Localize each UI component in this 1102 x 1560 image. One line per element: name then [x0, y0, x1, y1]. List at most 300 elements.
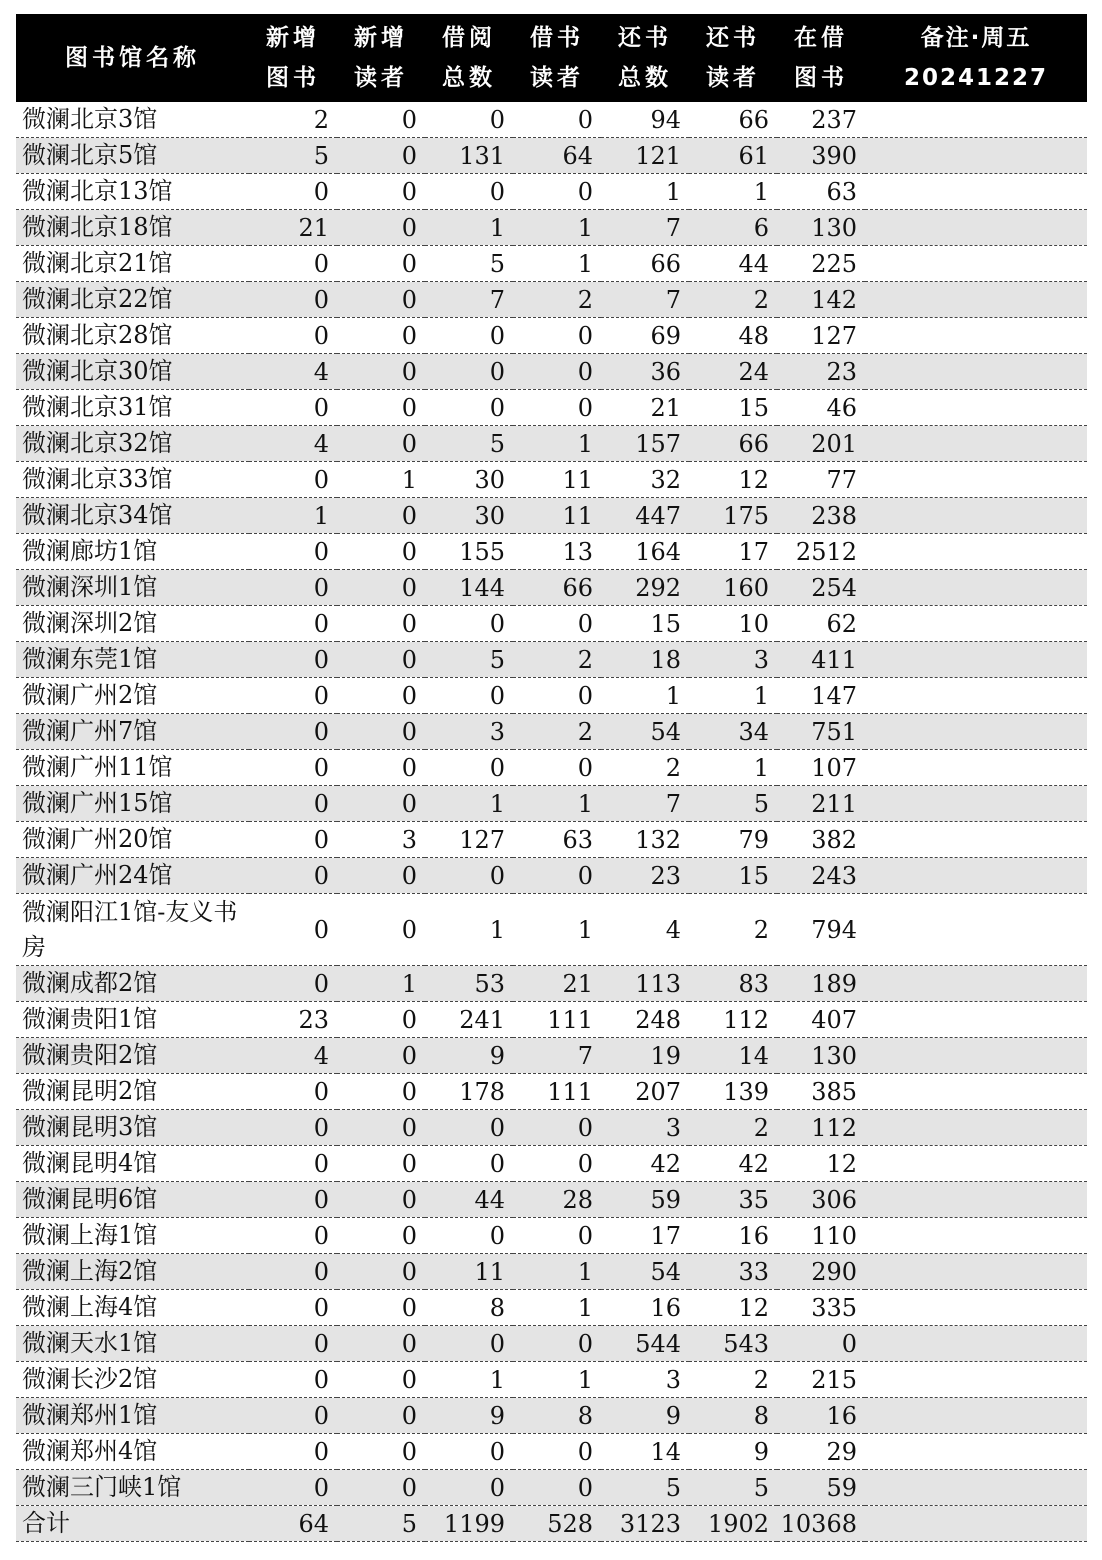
cell-returning-readers: 10	[689, 606, 777, 642]
cell-library-name: 微澜广州2馆	[16, 678, 249, 714]
cell-borrowing-readers: 2	[513, 282, 601, 318]
total-row	[16, 1506, 1087, 1542]
cell-library-name: 微澜广州7馆	[16, 714, 249, 750]
cell-new-books: 0	[249, 858, 337, 894]
table-row	[16, 1290, 1087, 1326]
cell-total-borrows: 8	[425, 1290, 513, 1326]
cell-remarks	[865, 570, 1087, 606]
cell-library-name: 微澜广州24馆	[16, 858, 249, 894]
cell-books-on-loan: 243	[777, 858, 865, 894]
cell-books-on-loan: 382	[777, 822, 865, 858]
cell-new-readers: 0	[337, 1362, 425, 1398]
cell-new-readers: 0	[337, 1398, 425, 1434]
cell-borrowing-readers: 1	[513, 1362, 601, 1398]
cell-books-on-loan: 2512	[777, 534, 865, 570]
cell-books-on-loan: 306	[777, 1182, 865, 1218]
cell-total-returns: 18	[601, 642, 689, 678]
table-header	[16, 14, 1087, 102]
cell-returning-readers: 8	[689, 1398, 777, 1434]
cell-books-on-loan: 59	[777, 1470, 865, 1506]
cell-total-borrows: 0	[425, 1218, 513, 1254]
header-remarks-date: 备注·周五 20241227	[903, 25, 1049, 91]
cell-new-readers: 0	[337, 210, 425, 246]
cell-books-on-loan: 130	[777, 1038, 865, 1074]
cell-library-name: 微澜贵阳1馆	[16, 1002, 249, 1038]
cell-total-borrows: 5	[425, 642, 513, 678]
cell-new-books: 0	[249, 894, 337, 966]
cell-remarks	[865, 426, 1087, 462]
cell-total-returns: 1	[601, 678, 689, 714]
cell-new-books: 0	[249, 750, 337, 786]
cell-remarks	[865, 174, 1087, 210]
cell-returning-readers: 2	[689, 894, 777, 966]
cell-books-on-loan: 211	[777, 786, 865, 822]
cell-new-books: 21	[249, 210, 337, 246]
cell-library-name: 微澜三门峡1馆	[16, 1470, 249, 1506]
cell-new-readers: 0	[337, 750, 425, 786]
cell-total-returns: 113	[601, 966, 689, 1002]
table-row	[16, 1326, 1087, 1362]
table-row	[16, 102, 1087, 138]
cell-total-returns: 292	[601, 570, 689, 606]
cell-new-readers: 0	[337, 1146, 425, 1182]
cell-new-readers: 0	[337, 642, 425, 678]
cell-new-books: 4	[249, 426, 337, 462]
cell-new-readers: 0	[337, 570, 425, 606]
cell-remarks	[865, 462, 1087, 498]
cell-total-returns: 132	[601, 822, 689, 858]
cell-library-name: 微澜东莞1馆	[16, 642, 249, 678]
cell-returning-readers: 1	[689, 750, 777, 786]
cell-total-borrows: 0	[425, 1146, 513, 1182]
cell-books-on-loan: 238	[777, 498, 865, 534]
cell-returning-readers: 2	[689, 1110, 777, 1146]
cell-total-borrows: 9	[425, 1038, 513, 1074]
cell-borrowing-readers: 0	[513, 1470, 601, 1506]
cell-new-readers: 0	[337, 1254, 425, 1290]
cell-total-borrows: 0	[425, 318, 513, 354]
cell-total-returns: 4	[601, 894, 689, 966]
cell-borrowing-readers: 66	[513, 570, 601, 606]
cell-total-borrows: 0	[425, 1470, 513, 1506]
table-body	[16, 102, 1087, 1542]
cell-new-books: 0	[249, 714, 337, 750]
cell-library-name: 微澜北京34馆	[16, 498, 249, 534]
cell-total-returns: 42	[601, 1146, 689, 1182]
cell-total-borrows: 30	[425, 462, 513, 498]
cell-remarks	[865, 678, 1087, 714]
cell-new-books: 64	[249, 1506, 337, 1542]
cell-total-returns: 69	[601, 318, 689, 354]
cell-total-borrows: 1	[425, 1362, 513, 1398]
cell-remarks	[865, 642, 1087, 678]
cell-new-books: 2	[249, 102, 337, 138]
cell-books-on-loan: 62	[777, 606, 865, 642]
cell-borrowing-readers: 63	[513, 822, 601, 858]
cell-total-returns: 9	[601, 1398, 689, 1434]
cell-remarks	[865, 1470, 1087, 1506]
table-row	[16, 1074, 1087, 1110]
cell-new-books: 1	[249, 498, 337, 534]
cell-total-borrows: 0	[425, 678, 513, 714]
cell-total-returns: 54	[601, 1254, 689, 1290]
cell-borrowing-readers: 0	[513, 102, 601, 138]
cell-total-returns: 21	[601, 390, 689, 426]
cell-new-books: 0	[249, 174, 337, 210]
cell-new-readers: 3	[337, 822, 425, 858]
cell-total-returns: 54	[601, 714, 689, 750]
cell-remarks	[865, 606, 1087, 642]
cell-borrowing-readers: 0	[513, 858, 601, 894]
cell-new-books: 0	[249, 1434, 337, 1470]
header-total-returns: 还书 总数	[618, 25, 672, 91]
cell-library-name: 微澜阳江1馆-友义书房	[16, 894, 249, 966]
cell-total-returns: 207	[601, 1074, 689, 1110]
cell-new-readers: 5	[337, 1506, 425, 1542]
cell-new-readers: 0	[337, 1038, 425, 1074]
table-row	[16, 1470, 1087, 1506]
cell-total-borrows: 53	[425, 966, 513, 1002]
cell-library-name: 微澜上海2馆	[16, 1254, 249, 1290]
cell-library-name: 微澜郑州1馆	[16, 1398, 249, 1434]
cell-remarks	[865, 534, 1087, 570]
cell-books-on-loan: 215	[777, 1362, 865, 1398]
cell-books-on-loan: 46	[777, 390, 865, 426]
cell-new-books: 0	[249, 570, 337, 606]
cell-total-returns: 7	[601, 210, 689, 246]
cell-remarks	[865, 210, 1087, 246]
cell-returning-readers: 3	[689, 642, 777, 678]
cell-borrowing-readers: 0	[513, 1110, 601, 1146]
cell-total-borrows: 0	[425, 606, 513, 642]
table-row	[16, 246, 1087, 282]
cell-returning-readers: 15	[689, 858, 777, 894]
cell-returning-readers: 83	[689, 966, 777, 1002]
cell-borrowing-readers: 1	[513, 1290, 601, 1326]
cell-library-name: 微澜北京21馆	[16, 246, 249, 282]
table-row	[16, 750, 1087, 786]
cell-total-returns: 15	[601, 606, 689, 642]
cell-borrowing-readers: 21	[513, 966, 601, 1002]
cell-returning-readers: 33	[689, 1254, 777, 1290]
library-stats-table	[16, 14, 1087, 1542]
cell-new-readers: 0	[337, 1002, 425, 1038]
cell-new-books: 23	[249, 1002, 337, 1038]
cell-library-name: 合计	[16, 1506, 249, 1542]
header-total-borrows: 借阅 总数	[442, 25, 496, 91]
header-library-name: 图书馆名称	[65, 45, 200, 71]
cell-remarks	[865, 138, 1087, 174]
cell-new-books: 0	[249, 642, 337, 678]
table-row	[16, 534, 1087, 570]
table-row	[16, 714, 1087, 750]
cell-new-readers: 0	[337, 174, 425, 210]
cell-borrowing-readers: 1	[513, 1254, 601, 1290]
cell-total-returns: 32	[601, 462, 689, 498]
cell-books-on-loan: 290	[777, 1254, 865, 1290]
cell-total-borrows: 0	[425, 390, 513, 426]
cell-books-on-loan: 130	[777, 210, 865, 246]
cell-total-returns: 121	[601, 138, 689, 174]
table-row	[16, 570, 1087, 606]
cell-books-on-loan: 110	[777, 1218, 865, 1254]
cell-total-borrows: 0	[425, 174, 513, 210]
cell-returning-readers: 139	[689, 1074, 777, 1110]
cell-remarks	[865, 1182, 1087, 1218]
cell-total-borrows: 30	[425, 498, 513, 534]
cell-total-borrows: 0	[425, 1434, 513, 1470]
cell-total-borrows: 1	[425, 210, 513, 246]
cell-returning-readers: 34	[689, 714, 777, 750]
cell-new-books: 5	[249, 138, 337, 174]
cell-total-returns: 7	[601, 786, 689, 822]
cell-total-borrows: 44	[425, 1182, 513, 1218]
cell-new-readers: 0	[337, 318, 425, 354]
cell-new-readers: 0	[337, 1074, 425, 1110]
library-stats-sheet	[16, 14, 1087, 1542]
table-row	[16, 1362, 1087, 1398]
cell-borrowing-readers: 0	[513, 354, 601, 390]
cell-books-on-loan: 77	[777, 462, 865, 498]
cell-total-borrows: 5	[425, 246, 513, 282]
cell-library-name: 微澜北京28馆	[16, 318, 249, 354]
table-row	[16, 786, 1087, 822]
cell-new-readers: 0	[337, 138, 425, 174]
cell-remarks	[865, 390, 1087, 426]
cell-new-books: 4	[249, 354, 337, 390]
cell-borrowing-readers: 2	[513, 714, 601, 750]
cell-returning-readers: 79	[689, 822, 777, 858]
cell-returning-readers: 24	[689, 354, 777, 390]
table-row	[16, 138, 1087, 174]
cell-library-name: 微澜北京13馆	[16, 174, 249, 210]
cell-new-readers: 0	[337, 246, 425, 282]
cell-books-on-loan: 385	[777, 1074, 865, 1110]
cell-library-name: 微澜昆明4馆	[16, 1146, 249, 1182]
cell-total-returns: 164	[601, 534, 689, 570]
cell-library-name: 微澜北京22馆	[16, 282, 249, 318]
cell-library-name: 微澜广州15馆	[16, 786, 249, 822]
cell-total-returns: 17	[601, 1218, 689, 1254]
cell-new-books: 0	[249, 966, 337, 1002]
table-row	[16, 426, 1087, 462]
cell-borrowing-readers: 11	[513, 462, 601, 498]
cell-new-books: 0	[249, 1254, 337, 1290]
cell-total-borrows: 7	[425, 282, 513, 318]
cell-returning-readers: 2	[689, 282, 777, 318]
cell-borrowing-readers: 64	[513, 138, 601, 174]
cell-new-readers: 0	[337, 102, 425, 138]
cell-new-books: 0	[249, 1110, 337, 1146]
cell-books-on-loan: 63	[777, 174, 865, 210]
cell-new-books: 0	[249, 390, 337, 426]
cell-returning-readers: 66	[689, 426, 777, 462]
table-row	[16, 1254, 1087, 1290]
cell-returning-readers: 1902	[689, 1506, 777, 1542]
cell-library-name: 微澜郑州4馆	[16, 1434, 249, 1470]
cell-total-returns: 1	[601, 174, 689, 210]
cell-library-name: 微澜北京30馆	[16, 354, 249, 390]
cell-new-books: 0	[249, 606, 337, 642]
cell-returning-readers: 48	[689, 318, 777, 354]
cell-library-name: 微澜深圳2馆	[16, 606, 249, 642]
cell-total-borrows: 127	[425, 822, 513, 858]
header-borrowing-readers: 借书 读者	[530, 25, 584, 91]
cell-total-borrows: 131	[425, 138, 513, 174]
cell-total-borrows: 0	[425, 354, 513, 390]
table-row	[16, 1434, 1087, 1470]
cell-returning-readers: 15	[689, 390, 777, 426]
cell-total-borrows: 1199	[425, 1506, 513, 1542]
cell-new-books: 0	[249, 678, 337, 714]
cell-borrowing-readers: 0	[513, 1326, 601, 1362]
header-returning-readers: 还书 读者	[706, 25, 760, 91]
cell-borrowing-readers: 11	[513, 498, 601, 534]
cell-remarks	[865, 1002, 1087, 1038]
cell-new-books: 0	[249, 1398, 337, 1434]
cell-borrowing-readers: 111	[513, 1074, 601, 1110]
cell-library-name: 微澜廊坊1馆	[16, 534, 249, 570]
cell-library-name: 微澜昆明3馆	[16, 1110, 249, 1146]
table-row	[16, 210, 1087, 246]
cell-returning-readers: 14	[689, 1038, 777, 1074]
cell-remarks	[865, 750, 1087, 786]
cell-borrowing-readers: 28	[513, 1182, 601, 1218]
cell-borrowing-readers: 0	[513, 174, 601, 210]
cell-new-readers: 0	[337, 1326, 425, 1362]
cell-new-readers: 0	[337, 1434, 425, 1470]
table-row	[16, 894, 1087, 966]
cell-library-name: 微澜成都2馆	[16, 966, 249, 1002]
cell-borrowing-readers: 0	[513, 1218, 601, 1254]
cell-returning-readers: 16	[689, 1218, 777, 1254]
table-row	[16, 1038, 1087, 1074]
cell-new-books: 0	[249, 534, 337, 570]
table-row	[16, 498, 1087, 534]
cell-total-returns: 447	[601, 498, 689, 534]
cell-library-name: 微澜北京32馆	[16, 426, 249, 462]
cell-total-returns: 7	[601, 282, 689, 318]
table-row	[16, 966, 1087, 1002]
cell-returning-readers: 112	[689, 1002, 777, 1038]
cell-returning-readers: 9	[689, 1434, 777, 1470]
cell-new-books: 0	[249, 1470, 337, 1506]
cell-remarks	[865, 1038, 1087, 1074]
cell-returning-readers: 61	[689, 138, 777, 174]
cell-total-returns: 94	[601, 102, 689, 138]
cell-total-borrows: 9	[425, 1398, 513, 1434]
table-row	[16, 606, 1087, 642]
cell-library-name: 微澜昆明6馆	[16, 1182, 249, 1218]
cell-total-returns: 3123	[601, 1506, 689, 1542]
table-row	[16, 1146, 1087, 1182]
header-books-on-loan: 在借 图书	[794, 25, 848, 91]
cell-books-on-loan: 147	[777, 678, 865, 714]
cell-remarks	[865, 246, 1087, 282]
table-row	[16, 462, 1087, 498]
cell-returning-readers: 1	[689, 174, 777, 210]
cell-library-name: 微澜北京18馆	[16, 210, 249, 246]
cell-remarks	[865, 1434, 1087, 1470]
cell-books-on-loan: 237	[777, 102, 865, 138]
cell-books-on-loan: 12	[777, 1146, 865, 1182]
cell-borrowing-readers: 13	[513, 534, 601, 570]
cell-returning-readers: 5	[689, 1470, 777, 1506]
cell-total-borrows: 0	[425, 858, 513, 894]
cell-remarks	[865, 1362, 1087, 1398]
cell-returning-readers: 17	[689, 534, 777, 570]
header-new-readers: 新增 读者	[354, 25, 408, 91]
cell-total-returns: 36	[601, 354, 689, 390]
header-new-books: 新增 图书	[266, 25, 320, 91]
cell-borrowing-readers: 1	[513, 210, 601, 246]
cell-remarks	[865, 1506, 1087, 1542]
cell-new-readers: 0	[337, 426, 425, 462]
cell-books-on-loan: 127	[777, 318, 865, 354]
cell-new-readers: 0	[337, 1110, 425, 1146]
cell-total-borrows: 11	[425, 1254, 513, 1290]
cell-borrowing-readers: 528	[513, 1506, 601, 1542]
cell-total-borrows: 1	[425, 894, 513, 966]
cell-total-borrows: 5	[425, 426, 513, 462]
cell-remarks	[865, 1326, 1087, 1362]
cell-remarks	[865, 714, 1087, 750]
table-row	[16, 282, 1087, 318]
cell-total-returns: 23	[601, 858, 689, 894]
cell-new-books: 0	[249, 1326, 337, 1362]
cell-remarks	[865, 318, 1087, 354]
cell-borrowing-readers: 2	[513, 642, 601, 678]
cell-new-readers: 0	[337, 786, 425, 822]
cell-new-readers: 0	[337, 354, 425, 390]
cell-new-readers: 0	[337, 858, 425, 894]
cell-total-borrows: 178	[425, 1074, 513, 1110]
cell-remarks	[865, 1146, 1087, 1182]
cell-remarks	[865, 1290, 1087, 1326]
cell-books-on-loan: 335	[777, 1290, 865, 1326]
cell-borrowing-readers: 111	[513, 1002, 601, 1038]
cell-returning-readers: 160	[689, 570, 777, 606]
cell-new-books: 0	[249, 1146, 337, 1182]
cell-library-name: 微澜上海1馆	[16, 1218, 249, 1254]
cell-total-returns: 157	[601, 426, 689, 462]
cell-borrowing-readers: 0	[513, 678, 601, 714]
cell-total-borrows: 241	[425, 1002, 513, 1038]
cell-total-returns: 2	[601, 750, 689, 786]
cell-books-on-loan: 0	[777, 1326, 865, 1362]
cell-new-readers: 0	[337, 894, 425, 966]
cell-books-on-loan: 407	[777, 1002, 865, 1038]
table-row	[16, 390, 1087, 426]
cell-library-name: 微澜昆明2馆	[16, 1074, 249, 1110]
cell-remarks	[865, 1254, 1087, 1290]
cell-remarks	[865, 1110, 1087, 1146]
cell-library-name: 微澜天水1馆	[16, 1326, 249, 1362]
cell-books-on-loan: 189	[777, 966, 865, 1002]
cell-new-books: 0	[249, 1362, 337, 1398]
table-row	[16, 1002, 1087, 1038]
header-row	[16, 14, 1087, 102]
cell-books-on-loan: 390	[777, 138, 865, 174]
cell-library-name: 微澜广州11馆	[16, 750, 249, 786]
cell-total-returns: 3	[601, 1110, 689, 1146]
cell-borrowing-readers: 7	[513, 1038, 601, 1074]
cell-total-returns: 14	[601, 1434, 689, 1470]
cell-borrowing-readers: 0	[513, 1146, 601, 1182]
cell-returning-readers: 35	[689, 1182, 777, 1218]
cell-total-borrows: 0	[425, 1326, 513, 1362]
cell-remarks	[865, 1398, 1087, 1434]
